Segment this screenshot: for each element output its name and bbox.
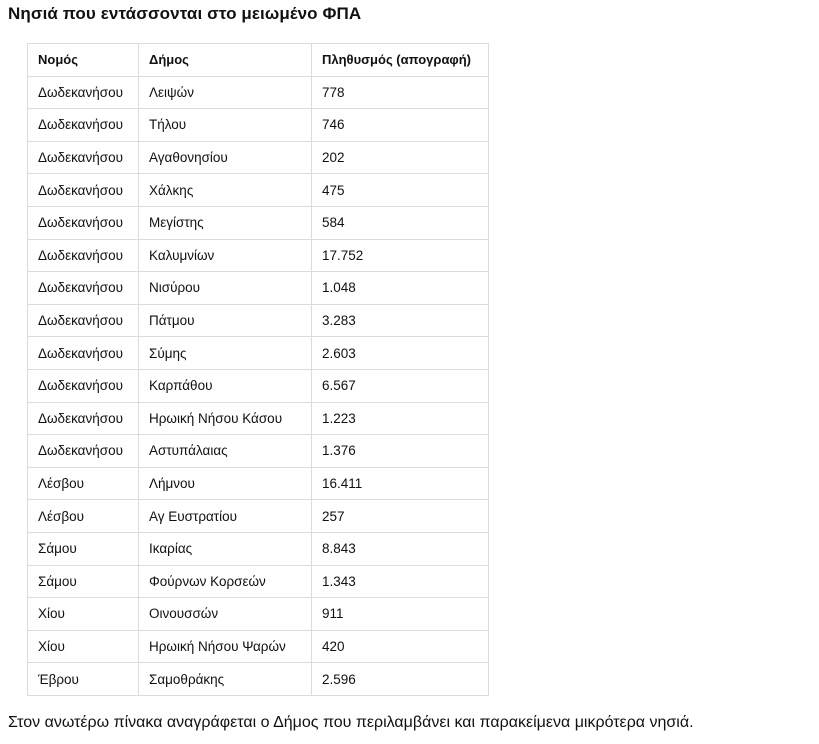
- cell-nomos: Δωδεκανήσου: [28, 141, 139, 174]
- cell-dimos: Αγ Ευστρατίου: [139, 500, 312, 533]
- cell-nomos: Λέσβου: [28, 500, 139, 533]
- cell-dimos: Αστυπάλαιας: [139, 435, 312, 468]
- cell-nomos: Δωδεκανήσου: [28, 304, 139, 337]
- cell-dimos: Καρπάθου: [139, 369, 312, 402]
- table-row: [28, 532, 489, 565]
- table-row: [28, 663, 489, 696]
- table-header-row: [28, 44, 489, 77]
- cell-dimos: Σύμης: [139, 337, 312, 370]
- cell-nomos: Δωδεκανήσου: [28, 76, 139, 109]
- cell-dimos: Ηρωική Νήσου Ψαρών: [139, 630, 312, 663]
- cell-population: 1.048: [312, 272, 489, 305]
- cell-population: 584: [312, 206, 489, 239]
- cell-nomos: Σάμου: [28, 565, 139, 598]
- table-row: [28, 239, 489, 272]
- table-row: [28, 337, 489, 370]
- cell-dimos: Νισύρου: [139, 272, 312, 305]
- islands-table: [27, 43, 489, 696]
- column-header-population: Πληθυσμός (απογραφή): [312, 44, 489, 77]
- cell-nomos: Δωδεκανήσου: [28, 337, 139, 370]
- table-row: [28, 598, 489, 631]
- table-row: [28, 109, 489, 142]
- footnote: Στον ανωτέρω πίνακα αναγράφεται ο Δήμος που περιλαμβάνει και παρακείμενα μικρότερα νησιά.: [8, 714, 694, 731]
- cell-population: 1.223: [312, 402, 489, 435]
- cell-population: 911: [312, 598, 489, 631]
- cell-nomos: Δωδεκανήσου: [28, 206, 139, 239]
- cell-population: 746: [312, 109, 489, 142]
- cell-population: 420: [312, 630, 489, 663]
- table-row: [28, 500, 489, 533]
- cell-population: 8.843: [312, 532, 489, 565]
- cell-population: 257: [312, 500, 489, 533]
- cell-dimos: Μεγίστης: [139, 206, 312, 239]
- cell-dimos: Ηρωική Νήσου Κάσου: [139, 402, 312, 435]
- cell-population: 16.411: [312, 467, 489, 500]
- cell-population: 2.603: [312, 337, 489, 370]
- cell-nomos: Δωδεκανήσου: [28, 272, 139, 305]
- cell-nomos: Χίου: [28, 630, 139, 663]
- cell-population: 17.752: [312, 239, 489, 272]
- cell-dimos: Ικαρίας: [139, 532, 312, 565]
- cell-population: 475: [312, 174, 489, 207]
- cell-population: 1.343: [312, 565, 489, 598]
- table-row: [28, 272, 489, 305]
- cell-population: 3.283: [312, 304, 489, 337]
- cell-dimos: Αγαθονησίου: [139, 141, 312, 174]
- cell-nomos: Δωδεκανήσου: [28, 239, 139, 272]
- table-row: [28, 435, 489, 468]
- cell-population: 778: [312, 76, 489, 109]
- table-row: [28, 174, 489, 207]
- table-row: [28, 141, 489, 174]
- cell-nomos: Λέσβου: [28, 467, 139, 500]
- table-row: [28, 304, 489, 337]
- cell-dimos: Τήλου: [139, 109, 312, 142]
- cell-nomos: Δωδεκανήσου: [28, 174, 139, 207]
- column-header-nomos: Νομός: [28, 44, 139, 77]
- page-title: Νησιά που εντάσσονται στο μειωμένο ΦΠΑ: [8, 4, 362, 23]
- column-header-dimos: Δήμος: [139, 44, 312, 77]
- cell-nomos: Σάμου: [28, 532, 139, 565]
- table-row: [28, 76, 489, 109]
- cell-nomos: Έβρου: [28, 663, 139, 696]
- table-row: [28, 369, 489, 402]
- cell-nomos: Δωδεκανήσου: [28, 435, 139, 468]
- cell-population: 202: [312, 141, 489, 174]
- cell-dimos: Καλυμνίων: [139, 239, 312, 272]
- table-row: [28, 402, 489, 435]
- table-row: [28, 206, 489, 239]
- table-body: [28, 76, 489, 695]
- table-row: [28, 565, 489, 598]
- cell-nomos: Δωδεκανήσου: [28, 369, 139, 402]
- cell-nomos: Δωδεκανήσου: [28, 109, 139, 142]
- table-row: [28, 467, 489, 500]
- cell-dimos: Λήμνου: [139, 467, 312, 500]
- cell-dimos: Φούρνων Κορσεών: [139, 565, 312, 598]
- cell-dimos: Πάτμου: [139, 304, 312, 337]
- cell-nomos: Δωδεκανήσου: [28, 402, 139, 435]
- cell-nomos: Χίου: [28, 598, 139, 631]
- cell-population: 6.567: [312, 369, 489, 402]
- cell-population: 1.376: [312, 435, 489, 468]
- cell-dimos: Σαμοθράκης: [139, 663, 312, 696]
- cell-dimos: Οινουσσών: [139, 598, 312, 631]
- cell-population: 2.596: [312, 663, 489, 696]
- cell-dimos: Λειψών: [139, 76, 312, 109]
- table-row: [28, 630, 489, 663]
- cell-dimos: Χάλκης: [139, 174, 312, 207]
